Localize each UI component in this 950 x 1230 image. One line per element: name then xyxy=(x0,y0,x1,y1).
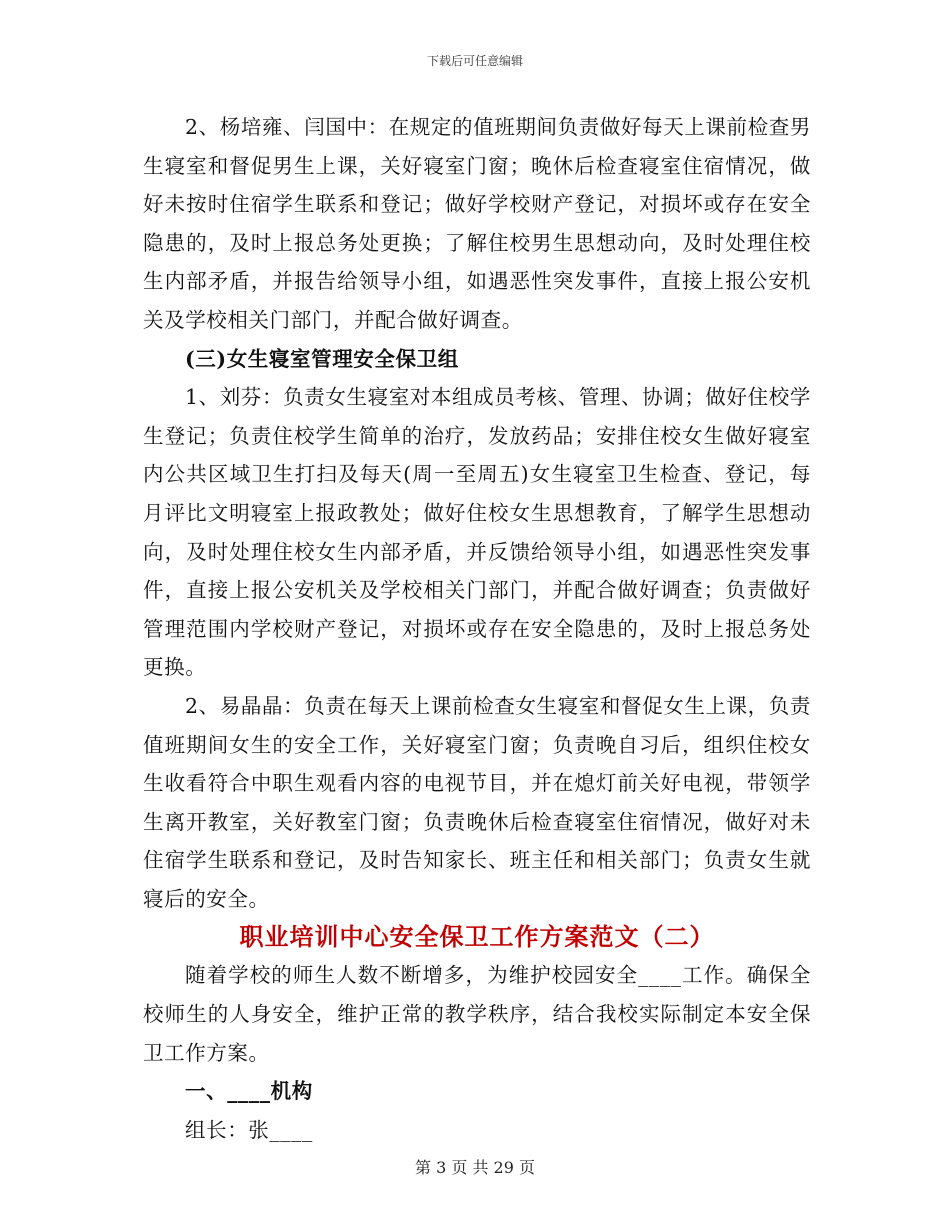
paragraph-introduction: 随着学校的师生人数不断增多，为维护校园安全____工作。确保全校师生的人身安全，维护正常的教学秩序，结合我校实际制定本安全保卫工作方案。 xyxy=(143,963,811,1065)
section-heading-female-dorm: (三)女生寝室管理安全保卫组 xyxy=(185,346,459,371)
paragraph-duty-liu-fen: 1、刘芬：负责女生寝室对本组成员考核、管理、协调；做好住校学生登记；负责住校学生简单的治疗，发放药品；安排住校女生做好寝室内公共区域卫生打扫及每天(周一至周五)女生寝室卫生检查、登记，每月评比文明寝室上报政教处；做好住校女生思想教育，了解学生思想动向，及时处理住校女生内部矛盾，并反馈给领导小组，如遇恶性突发事件，直接上报公安机关及学校相关门部门，并配合做好调查；负责做好管理范围内学校财产登记，对损坏或存在安全隐患的，及时上报总务处更换。 xyxy=(143,385,811,680)
document-body xyxy=(143,108,811,1149)
paragraph-duty-yi-jingjing: 2、易晶晶：负责在每天上课前检查女生寝室和督促女生上课，负责值班期间女生的安全工作，关好寝室门窗；负责晚自习后，组织住校女生收看符合中职生观看内容的电视节目，并在熄灯前关好电视，带领学生离开教室，关好教室门窗；负责晚休后检查寝室住宿情况，做好对未住宿学生联系和登记，及时告知家长、班主任和相关部门；负责女生就寝后的安全。 xyxy=(143,693,811,911)
document-section-title: 职业培训中心安全保卫工作方案范文（二） xyxy=(239,922,715,952)
page-header-note: 下载后可任意编辑 xyxy=(426,54,523,68)
section-heading-organization: 一、____机构 xyxy=(185,1079,313,1104)
paragraph-group-leader: 组长：张____ xyxy=(185,1117,313,1142)
page-number: 第 3 页 共 29 页 xyxy=(415,1158,535,1177)
paragraph-duty-male-dorm: 2、杨培雍、闫国中：在规定的值班期间负责做好每天上课前检查男生寝室和督促男生上课，关好寝室门窗；晚休后检查寝室住宿情况，做好未按时住宿学生联系和登记；做好学校财产登记，对损坏或存在安全隐患的，及时上报总务处更换；了解住校男生思想动向，及时处理住校生内部矛盾，并报告给领导小组，如遇恶性突发事件，直接上报公安机关及学校相关门部门，并配合做好调查。 xyxy=(143,115,811,332)
